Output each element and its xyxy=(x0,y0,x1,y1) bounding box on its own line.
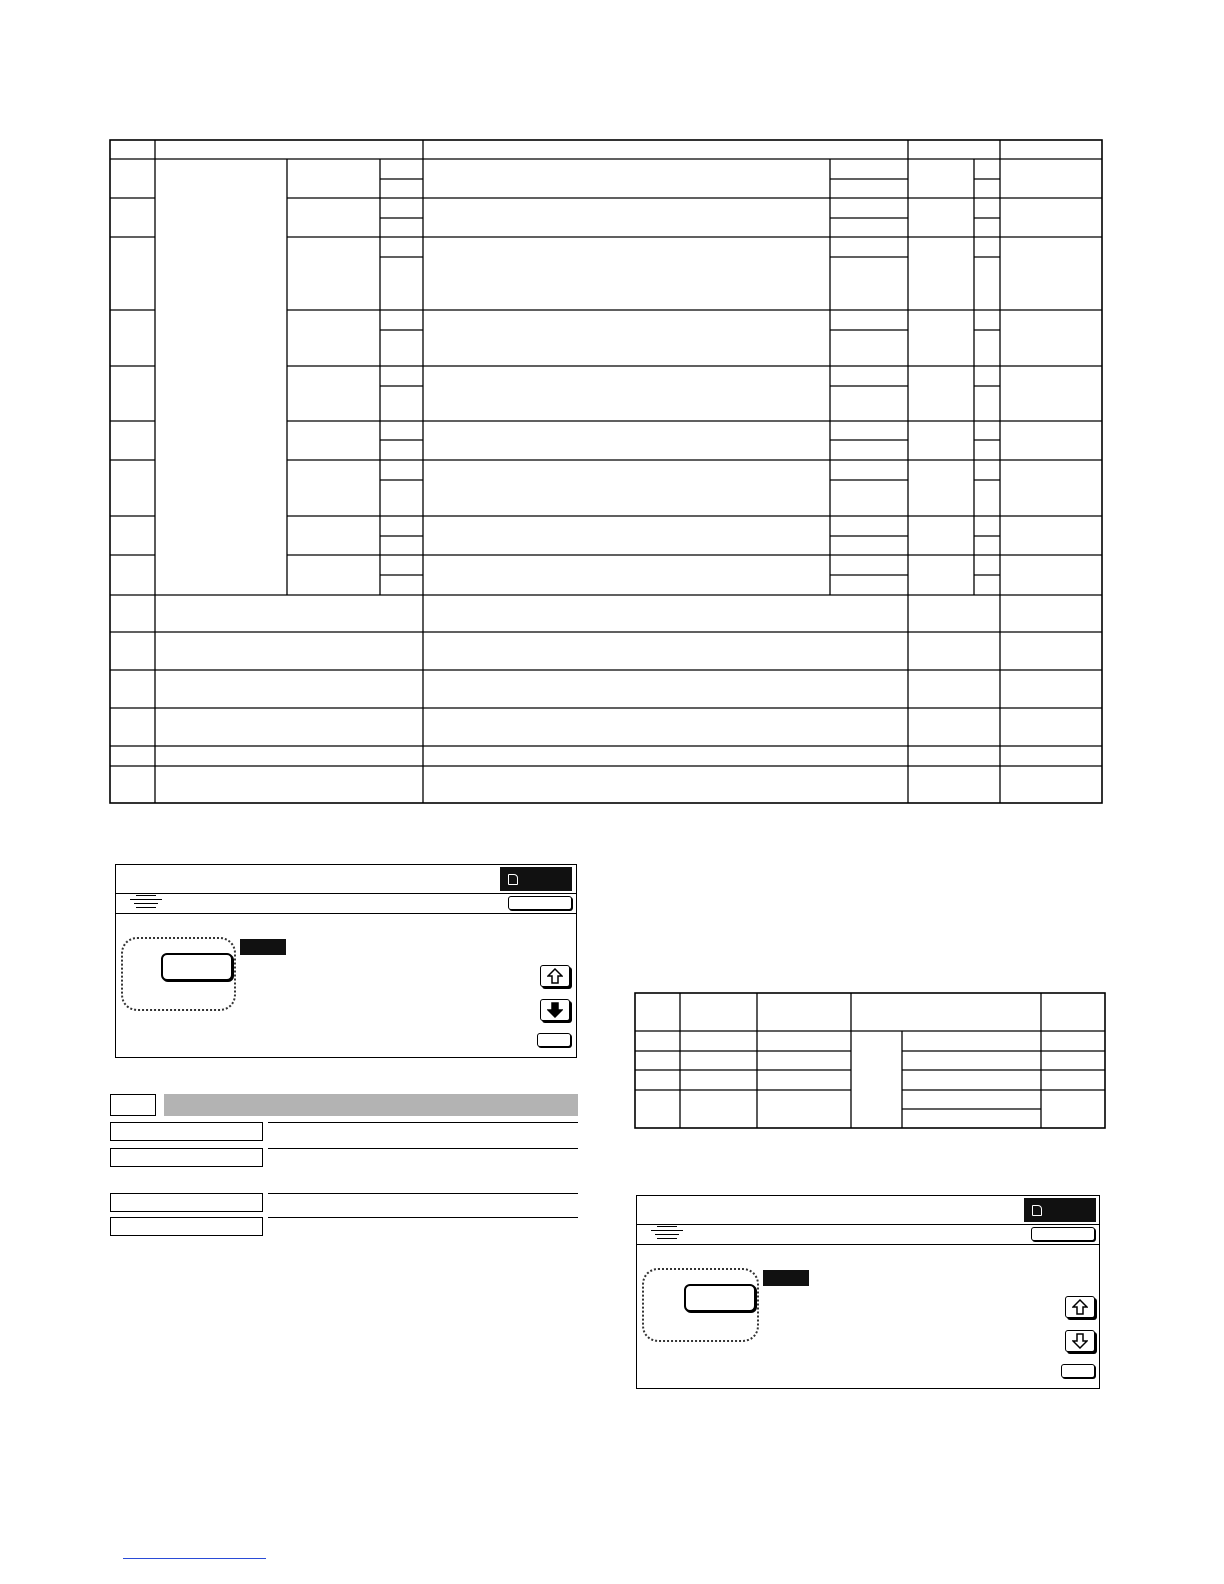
value-display xyxy=(161,953,233,981)
copy-mode-badge[interactable] xyxy=(500,867,572,891)
selected-tab-2 xyxy=(763,1270,809,1286)
down-arrow-button[interactable] xyxy=(540,999,570,1021)
setting-item-4[interactable] xyxy=(110,1217,263,1236)
value-area-2 xyxy=(642,1268,759,1342)
setting-item-4-line xyxy=(268,1217,578,1218)
document-icon xyxy=(508,874,518,885)
selected-tab xyxy=(240,939,286,955)
up-arrow-button[interactable] xyxy=(540,965,570,987)
display-screen-2 xyxy=(636,1195,1100,1389)
back-button-2[interactable] xyxy=(1031,1227,1095,1241)
arrow-up-icon xyxy=(547,968,563,984)
up-arrow-button-2[interactable] xyxy=(1065,1296,1095,1318)
setting-item-2[interactable] xyxy=(110,1148,263,1167)
setting-item-3-line xyxy=(268,1193,578,1194)
display-screen-1 xyxy=(115,864,577,1058)
copy-mode-badge-2[interactable] xyxy=(1024,1198,1096,1222)
menu-icon[interactable] xyxy=(130,895,162,911)
ok-button-2[interactable] xyxy=(1061,1364,1095,1378)
arrow-down-icon xyxy=(547,1002,563,1018)
menu-icon[interactable] xyxy=(651,1226,683,1242)
value-area xyxy=(121,937,236,1011)
ok-button[interactable] xyxy=(537,1033,571,1047)
settings-header-bar xyxy=(164,1094,578,1116)
down-arrow-button-2[interactable] xyxy=(1065,1330,1095,1352)
document-icon xyxy=(1032,1205,1042,1216)
arrow-up-icon xyxy=(1072,1299,1088,1315)
setting-item-1[interactable] xyxy=(110,1122,263,1141)
value-display-2 xyxy=(684,1284,756,1312)
setting-item-3[interactable] xyxy=(110,1193,263,1212)
arrow-down-icon xyxy=(1072,1333,1088,1349)
setting-item-1-line xyxy=(268,1122,578,1123)
footer-link[interactable] xyxy=(123,1558,266,1559)
setting-item-2-line xyxy=(268,1148,578,1149)
settings-header-box xyxy=(110,1094,156,1116)
back-button[interactable] xyxy=(508,896,572,910)
